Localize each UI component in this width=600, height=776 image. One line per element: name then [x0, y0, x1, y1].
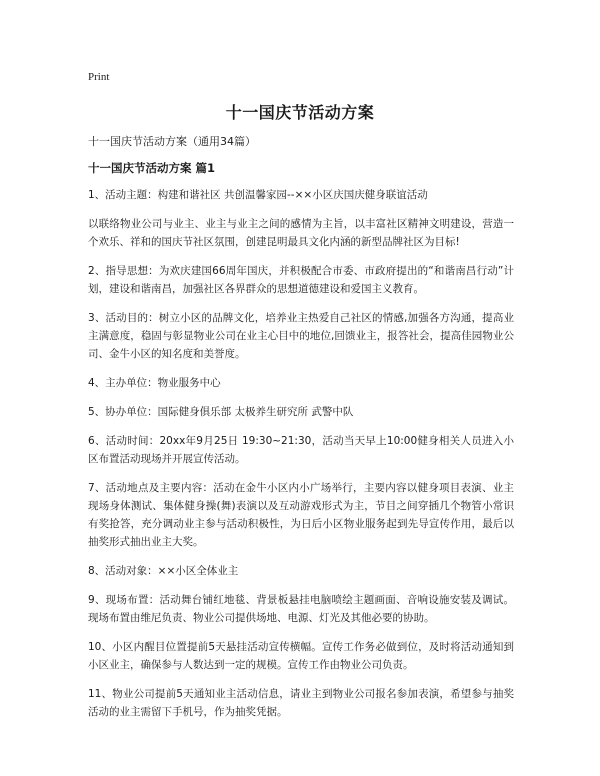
- paragraph-guiding-idea: 2、指导思想：为欢庆建国66周年国庆，并积极配合市委、市政府提出的“和谐南昌行动”计划，建设和谐南昌，加强社区各界群众的思想道德建设和爱国主义教育。: [88, 265, 514, 295]
- paragraph-location: 7、活动地点及主要内容：活动在金牛小区内小广场举行，主要内容以健身项目表演、业主现场身体测试、集体健身操(舞)表演以及互动游戏形式为主，节目之间穿插几个物管小常识有奖抢答，充分调动业主参与活动积极性，为日后小区物业服务起到先导宣传作用，最后以抽奖形式抽出业主大奖。: [88, 482, 514, 548]
- section-heading: 十一国庆节活动方案 篇1: [88, 161, 216, 175]
- paragraph-audience: 8、活动对象：××小区全体业主: [88, 565, 239, 577]
- document-subtitle: 十一国庆节活动方案（通用34篇）: [88, 135, 256, 148]
- paragraph-co-organizer: 5、协办单位：国际健身俱乐部 太极养生研究所 武警中队: [88, 406, 354, 418]
- print-link[interactable]: Print: [88, 71, 110, 83]
- document-body: [88, 134, 514, 732]
- paragraph-goal: 以联络物业公司与业主、业主与业主之间的感情为主旨，以丰富社区精神文明建设，营造一个欢乐、祥和的国庆节社区氛围，创建昆明最具文化内涵的新型品牌社区为目标!: [88, 218, 514, 248]
- page-title: 十一国庆节活动方案: [225, 103, 375, 122]
- paragraph-notice: 11、物业公司提前5天通知业主活动信息，请业主到物业公司报名参加表演，希望参与抽奖活动的业主需留下手机号，作为抽奖凭据。: [88, 688, 514, 718]
- paragraph-banner: 10、小区内醒目位置提前5天悬挂活动宣传横幅。宣传工作务必做到位，及时将活动通知到小区业主，确保参与人数达到一定的规模。宣传工作由物业公司负责。: [88, 641, 514, 671]
- paragraph-time: 6、活动时间：20xx年9月25日 19:30~21:30，活动当天早上10:00健身相关人员进入小区布置活动现场并开展宣传活动。: [88, 435, 514, 465]
- paragraph-organizer: 4、主办单位：物业服务中心: [88, 377, 221, 389]
- paragraph-purpose: 3、活动目的：树立小区的品牌文化，培养业主热爱自己社区的情感,加强各方沟通，提高业主满意度，稳固与彰显物业公司在业主心目中的地位,回馈业主，报答社会，提高佳园物业公司、金牛小区的知名度和美誉度。: [88, 312, 514, 360]
- paragraph-setup: 9、现场布置：活动舞台铺红地毯、背景板悬挂电脑喷绘主题画面、音响设施安装及调试。 现场布置由维尼负责、物业公司提供场地、电源、灯光及其他必要的协助。: [88, 594, 514, 624]
- paragraph-theme: 1、活动主题：构建和谐社区 共创温馨家园--××小区庆国庆健身联谊活动: [88, 189, 428, 201]
